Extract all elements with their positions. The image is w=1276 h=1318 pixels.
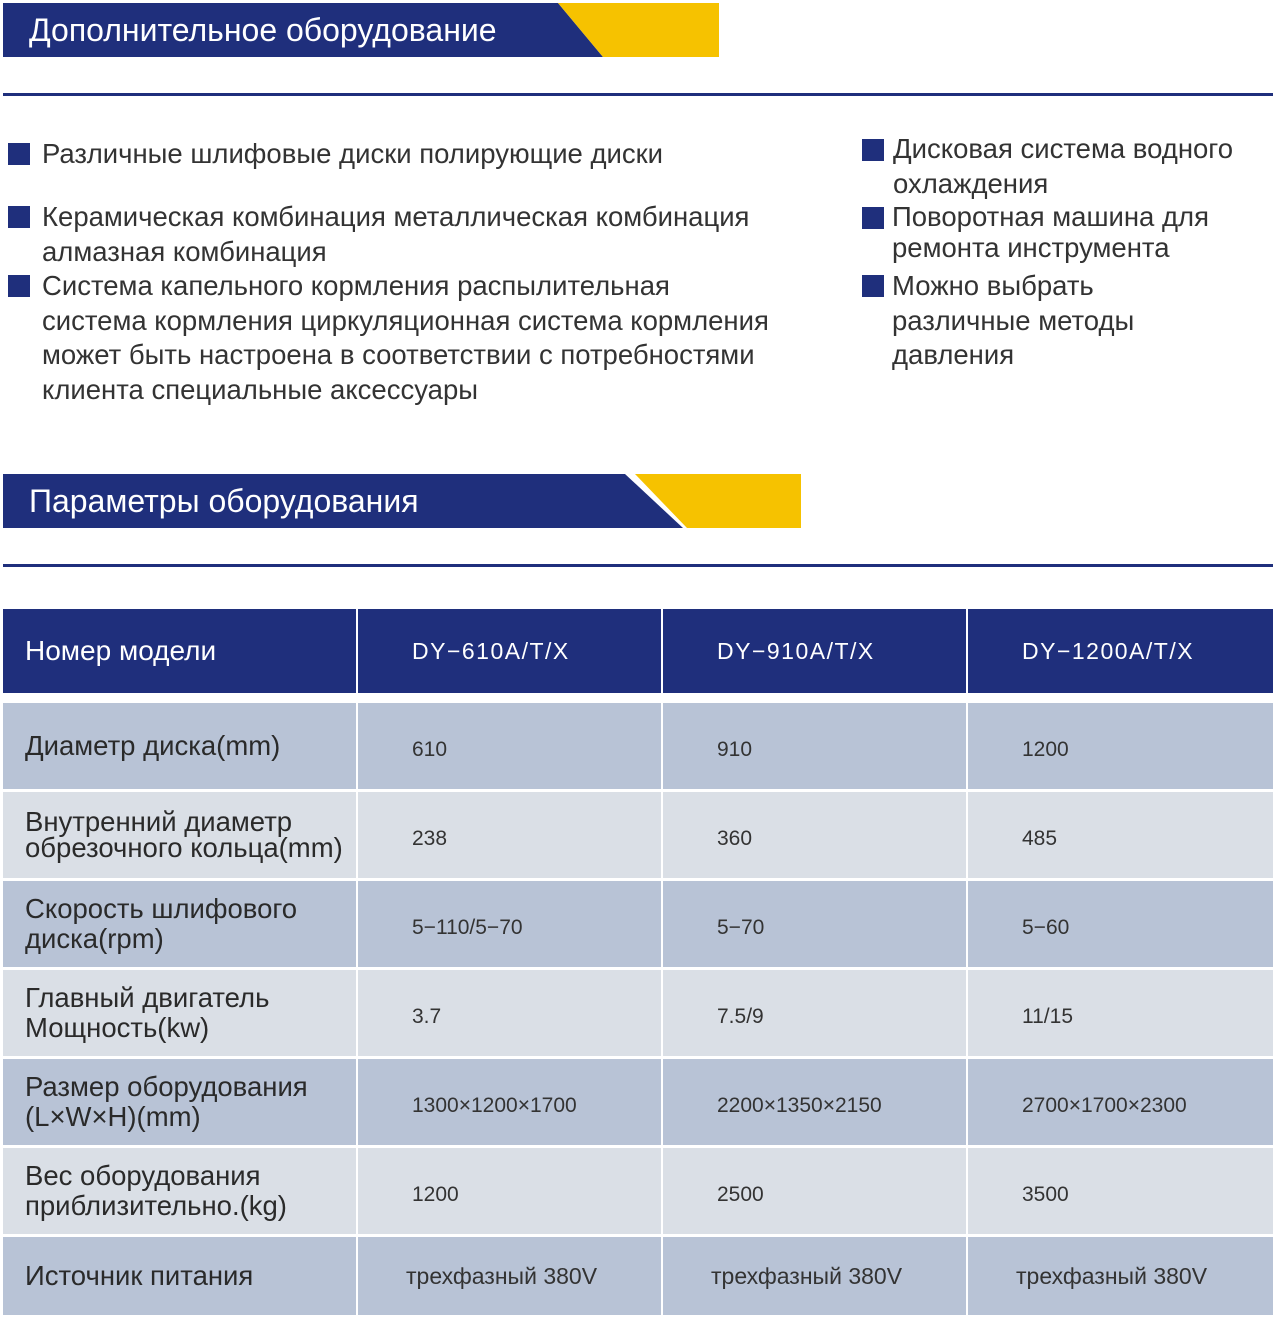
cell-value: 11/15 bbox=[968, 970, 1273, 1059]
feature-text: Керамическая комбинация металлическая комбинация алмазная комбинация bbox=[42, 201, 750, 267]
table-header-row bbox=[3, 609, 1273, 703]
cell-value: 3.7 bbox=[358, 970, 663, 1059]
row-label: Диаметр диска(mm) bbox=[3, 703, 358, 792]
row-label: Источник питания bbox=[3, 1237, 358, 1318]
cell-value: 2500 bbox=[663, 1148, 968, 1237]
table-row bbox=[3, 1059, 1273, 1148]
row-label: Вес оборудования приблизительно.(kg) bbox=[3, 1148, 358, 1237]
row-label: Внутренний диаметр обрезочного кольца(mm) bbox=[3, 792, 358, 881]
row-label: Размер оборудования (L×W×H)(mm) bbox=[3, 1059, 358, 1148]
row-label: Главный двигатель Мощность(kw) bbox=[3, 970, 358, 1059]
feature-text: Система капельного кормления распылительная система кормления циркуляционная система кормления может быть настроена в соответствии с потребностями клиента специальные аксессуары bbox=[42, 270, 769, 405]
table-row bbox=[3, 792, 1273, 881]
header-model: DY−910A/T/X bbox=[663, 609, 968, 703]
section-divider bbox=[3, 93, 1273, 96]
cell-value: 910 bbox=[663, 703, 968, 792]
square-bullet-icon bbox=[8, 206, 30, 228]
cell-value: трехфазный 380V bbox=[968, 1237, 1273, 1318]
square-bullet-icon bbox=[862, 139, 884, 161]
feature-text: Поворотная машина для ремонта инструмента bbox=[892, 201, 1209, 263]
cell-value: 3500 bbox=[968, 1148, 1273, 1237]
cell-value: 7.5/9 bbox=[663, 970, 968, 1059]
table-row bbox=[3, 881, 1273, 970]
cell-value: 1300×1200×1700 bbox=[358, 1059, 663, 1148]
header-model: DY−610A/T/X bbox=[358, 609, 663, 703]
cell-value: 2200×1350×2150 bbox=[663, 1059, 968, 1148]
table-row bbox=[3, 970, 1273, 1059]
feature-text: Дисковая система водного охлаждения bbox=[893, 133, 1234, 199]
cell-value: 5−110/5−70 bbox=[358, 881, 663, 970]
cell-value: 238 bbox=[358, 792, 663, 881]
cell-value: 2700×1700×2300 bbox=[968, 1059, 1273, 1148]
section-banner-parameters bbox=[3, 474, 803, 528]
square-bullet-icon bbox=[8, 143, 30, 165]
header-label: Номер модели bbox=[3, 609, 358, 703]
cell-value: 1200 bbox=[358, 1148, 663, 1237]
cell-value: 485 bbox=[968, 792, 1273, 881]
cell-value: трехфазный 380V bbox=[663, 1237, 968, 1318]
feature-text: Различные шлифовые диски полирующие диски bbox=[42, 138, 664, 169]
section-title: Параметры оборудования bbox=[29, 483, 419, 519]
cell-value: трехфазный 380V bbox=[358, 1237, 663, 1318]
spec-table bbox=[3, 609, 1273, 1318]
header-model: DY−1200A/T/X bbox=[968, 609, 1273, 703]
section-banner-additional-equipment bbox=[3, 3, 723, 57]
cell-value: 1200 bbox=[968, 703, 1273, 792]
cell-value: 610 bbox=[358, 703, 663, 792]
row-label: Скорость шлифового диска(rpm) bbox=[3, 881, 358, 970]
cell-value: 360 bbox=[663, 792, 968, 881]
feature-text: Можно выбрать различные методы давления bbox=[892, 270, 1135, 370]
table-row bbox=[3, 703, 1273, 792]
square-bullet-icon bbox=[8, 275, 30, 297]
cell-value: 5−70 bbox=[663, 881, 968, 970]
square-bullet-icon bbox=[862, 207, 884, 229]
square-bullet-icon bbox=[862, 275, 884, 297]
section-divider bbox=[3, 564, 1273, 567]
cell-value: 5−60 bbox=[968, 881, 1273, 970]
section-title: Дополнительное оборудование bbox=[29, 12, 497, 48]
table-row bbox=[3, 1148, 1273, 1237]
table-row bbox=[3, 1237, 1273, 1318]
